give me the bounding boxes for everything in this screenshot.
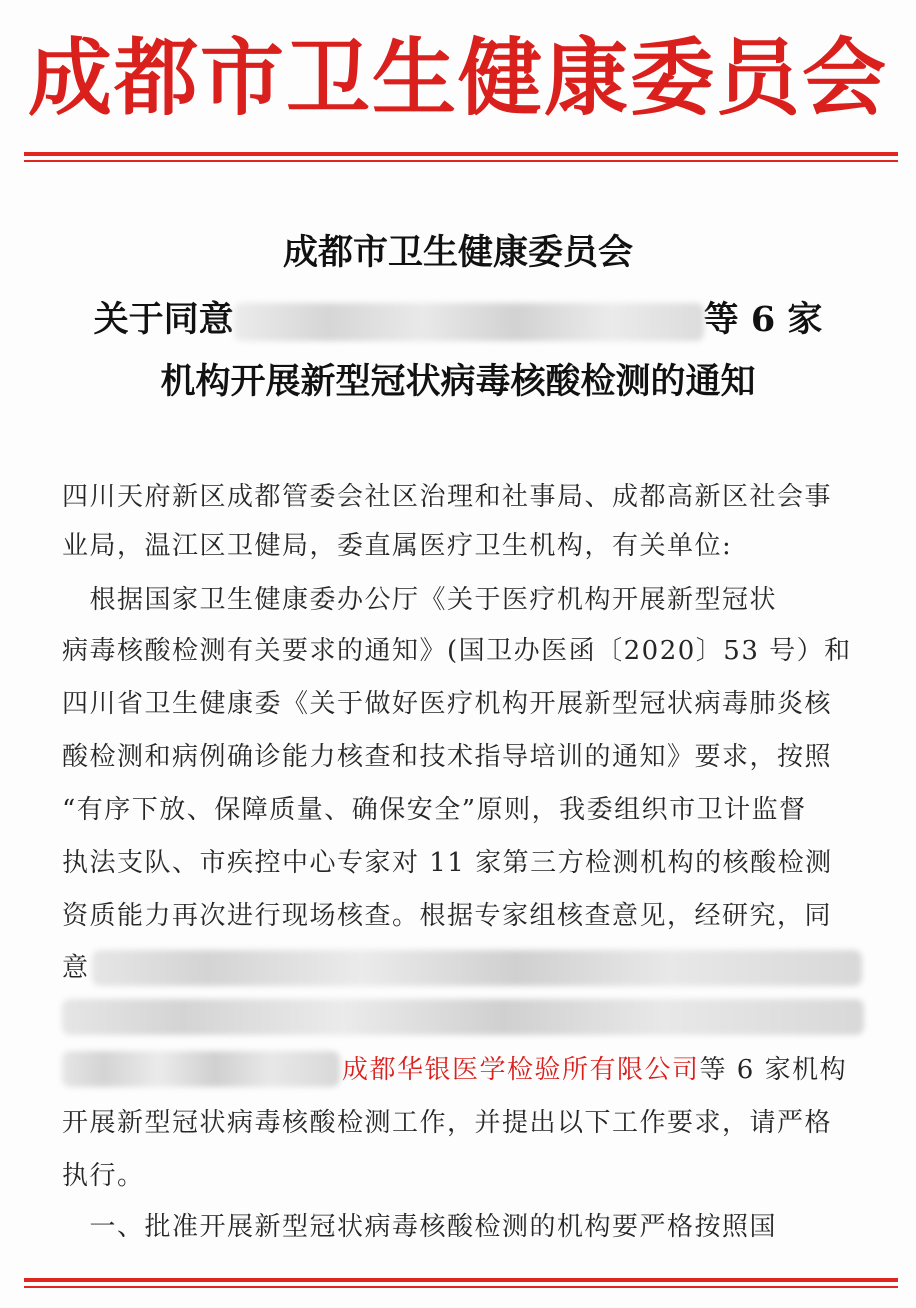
letterhead: 成都市卫生健康委员会: [27, 28, 888, 127]
company-name: 成都华银医学检验所有限公司: [342, 1055, 700, 1085]
body-line: 执行。: [62, 1161, 145, 1191]
title-suffix: 等 6 家: [703, 299, 823, 340]
body-line: 根据国家卫生健康委办公厅《关于医疗机构开展新型冠状: [62, 585, 778, 615]
redacted-block: [234, 303, 704, 341]
body-line: 业局，温江区卫健局，委直属医疗卫生机构，有关单位:: [62, 531, 733, 561]
body-line-suffix: 等 6 家机构: [699, 1055, 848, 1085]
body-line: 酸检测和病例确诊能力核查和技术指导培训的通知》要求，按照: [62, 742, 833, 772]
body-line: 病毒核酸检测有关要求的通知》(国卫办医函〔2020〕53 号）和: [62, 636, 852, 666]
body-line: 一、批准开展新型冠状病毒核酸检测的机构要严格按照国: [62, 1212, 778, 1242]
body-line: 四川省卫生健康委《关于做好医疗机构开展新型冠状病毒肺炎核: [62, 689, 833, 719]
footer-rule-thin: [24, 1286, 898, 1288]
body-line: 开展新型冠状病毒核酸检测工作，并提出以下工作要求，请严格: [62, 1108, 833, 1138]
footer-rule: [24, 1278, 898, 1282]
body-line: “有序下放、保障质量、确保安全”原则，我委组织市卫计监督: [62, 795, 807, 825]
title-prefix: 关于同意: [93, 299, 234, 340]
header-rule-thin: [24, 160, 898, 162]
body-line: 意: [62, 953, 90, 983]
redacted-block: [62, 1051, 340, 1087]
header-rule: [24, 152, 898, 156]
body-line: 执法支队、市疾控中心专家对 11 家第三方检测机构的核酸检测: [62, 848, 833, 878]
redacted-block: [62, 999, 864, 1035]
body-line: 四川天府新区成都管委会社区治理和社事局、成都高新区社会事: [62, 482, 833, 512]
document-title-line1: 成都市卫生健康委员会: [282, 232, 633, 273]
body-line: 资质能力再次进行现场核查。根据专家组核查意见，经研究，同: [62, 901, 833, 931]
document-title-line2: [0, 297, 916, 343]
body-line: [342, 1050, 872, 1090]
redacted-block: [92, 950, 862, 986]
document-title-line3: 机构开展新型冠状病毒核酸检测的通知: [160, 361, 756, 402]
